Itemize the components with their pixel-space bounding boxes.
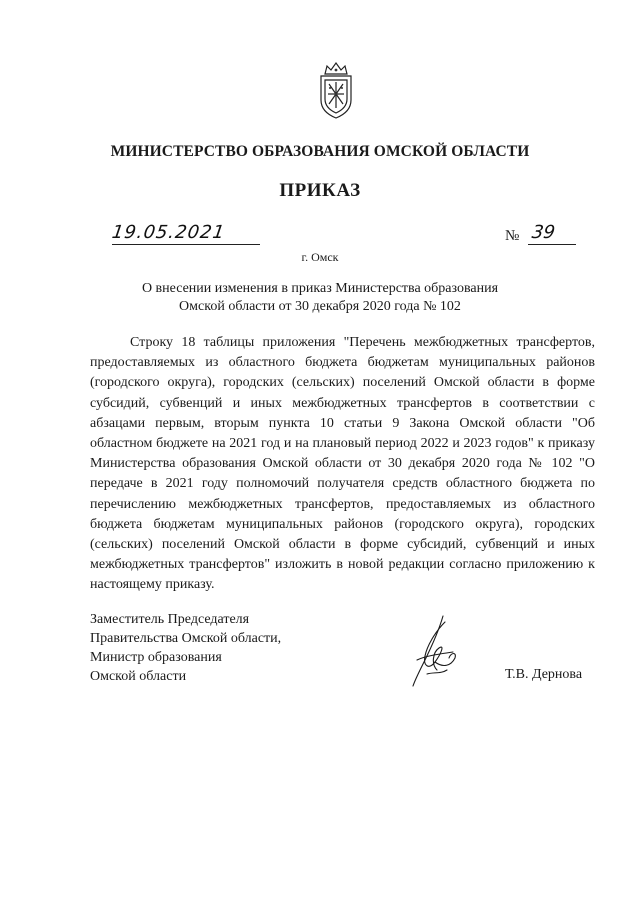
city: г. Омск xyxy=(301,250,339,264)
number-label: № xyxy=(505,228,520,244)
position-line-1: Заместитель Председателя xyxy=(90,612,250,627)
position-line-4: Омской области xyxy=(90,669,187,684)
subject-line-1: О внесении изменения в приказ Министерства образования xyxy=(141,281,499,296)
subject-line-2: Омской области от 30 декабря 2020 года № 102 xyxy=(179,299,461,314)
document-type-title: ПРИКАЗ xyxy=(279,180,361,201)
order-date: 19.05.2021 xyxy=(110,222,227,243)
position-line-3: Министр образования xyxy=(90,650,222,665)
order-body-paragraph: Строку 18 таблицы приложения "Перечень межбюджетных трансфертов, предоставляемых из областного бюджета бюджетам муниципальных районов (городского округа), городских (сельских) поселений Омской области в форме субсидий, субвенций и иных межбюджетных трансфертов в соответствии с абзацами первым, вторым пункта 10 статьи 9 Закона Омской области "Об областном бюджете на 2021 год и на плановый период 2022 и 2023 годов" к приказу Министерства образования Омской области от 30 декабря 2020 года № 102 "О передаче в 2021 году полномочий получателя средств областного бюджета по перечислению межбюджетных трансфертов, предоставляемых из областного бюджета бюджетам муниципальных районов (городского округа), городских (сельских) поселений Омской области в форме субсидий, субвенций и иных межбюджетных трансфертов" изложить в новой редакции согласно приложению к настоящему приказу. xyxy=(90,335,595,593)
date-underline xyxy=(112,244,260,245)
ministry-name: МИНИСТЕРСТВО ОБРАЗОВАНИЯ ОМСКОЙ ОБЛАСТИ xyxy=(110,143,530,160)
number-underline xyxy=(528,244,576,245)
order-number: 39 xyxy=(530,222,557,243)
signatory-name: Т.В. Дернова xyxy=(505,667,583,682)
order-subject xyxy=(0,280,640,316)
coat-of-arms-icon xyxy=(315,60,357,120)
signatory-position xyxy=(90,610,281,686)
position-line-2: Правительства Омской области, xyxy=(90,631,282,646)
handwritten-signature xyxy=(405,612,465,692)
